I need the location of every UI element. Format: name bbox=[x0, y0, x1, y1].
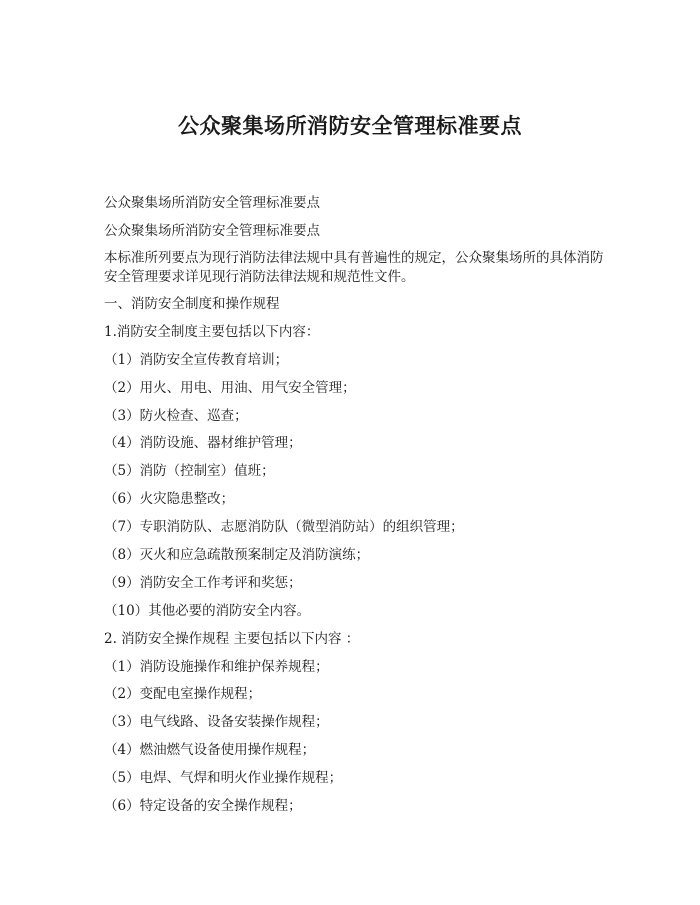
content-list bbox=[104, 295, 604, 825]
list-item: （4）消防设施、器材维护管理； bbox=[104, 435, 302, 452]
list-item: （7）专职消防队、志愿消防队（微型消防站）的组织管理； bbox=[104, 519, 464, 536]
list-item: （8）灭火和应急疏散预案制定及消防演练； bbox=[104, 547, 370, 564]
list-item: （5）消防（控制室）值班； bbox=[104, 463, 275, 480]
list-item: （6）特定设备的安全操作规程； bbox=[104, 798, 302, 815]
paragraph: 公众聚集场所消防安全管理标准要点 bbox=[104, 223, 320, 239]
list-item: （10）其他必要的消防安全内容。 bbox=[104, 602, 311, 619]
list-item: （9）消防安全工作考评和奖惩； bbox=[104, 574, 302, 591]
list-item: （2）变配电室操作规程； bbox=[104, 686, 262, 703]
list-item: （1）消防设施操作和维护保养规程； bbox=[104, 658, 329, 675]
subsection-heading: 2. 消防安全操作规程 主要包括以下内容 ： bbox=[104, 630, 360, 647]
list-item: （3）电气线路、设备安装操作规程； bbox=[104, 714, 329, 731]
list-item: （1）消防安全宣传教育培训； bbox=[104, 351, 289, 368]
list-item: （5）电焊、气焊和明火作业操作规程； bbox=[104, 770, 343, 787]
list-item: （6）火灾隐患整改； bbox=[104, 491, 235, 508]
subsection-heading: 1.消防安全制度主要包括以下内容： bbox=[104, 323, 320, 340]
paragraph: 公众聚集场所消防安全管理标准要点 bbox=[104, 195, 320, 211]
intro-paragraph: 本标准所列要点为现行消防法律法规中具有普遍性的规定，公众聚集场所的具体消防安全管理要求详见现行消防法律法规和规范性文件。 bbox=[104, 250, 604, 285]
document-title: 公众聚集场所消防安全管理标准要点 bbox=[178, 113, 522, 138]
section-heading: 一、消防安全制度和操作规程 bbox=[104, 296, 280, 312]
list-item: （2）用火、用电、用油、用气安全管理； bbox=[104, 379, 356, 396]
list-item: （3）防火检查、巡查； bbox=[104, 407, 248, 424]
list-item: （4）燃油燃气设备使用操作规程； bbox=[104, 742, 316, 759]
